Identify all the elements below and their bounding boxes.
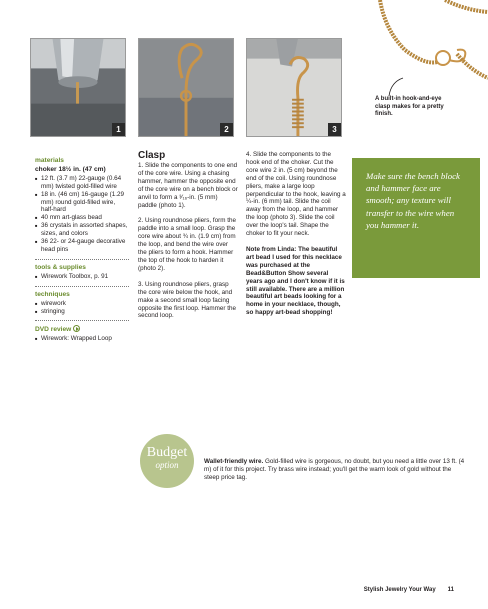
step-photo-1 [30,38,126,137]
tip-box: Make sure the bench block and hammer face are smooth; any texture will transfer to the wire when you hammer it. [352,158,480,278]
divider [35,320,129,321]
page-footer [364,587,454,593]
callout-leader-line [385,76,405,96]
list-item: ■ Wirework Toolbox, p. 91 [35,273,129,281]
budget-badge-line-1: Budget [146,445,188,460]
coiled-hook-image [247,39,341,136]
list-item: ■ stringing [35,308,129,316]
list-item: ■ Wirework: Wrapped Loop [35,335,129,343]
divider [35,259,129,260]
clasp-step-4: 4. Slide the components to the hook end of the choker. Cut the core wire 2 in. (5 cm) beyond the end of the coil. Using roundnose pliers, make a large loop perpendicular to the hook, leaving a ¼-in. (6 mm) tail. Slide the coil away from the loop, and hammer the loop (photo 3). Slide the coil over the loop's tail. Shape the choker to fit your neck. [246,151,346,238]
page-number: 11 [447,587,454,593]
list-item: ■ wirework [35,300,129,308]
photo-number: 3 [328,123,341,136]
divider [35,286,129,287]
materials-heading: materials [35,157,64,164]
clasp-column-1 [138,150,238,328]
step-photo-3 [246,38,342,137]
clasp-step-1: 1. Slide the components to one end of the core wire. Using a chasing hammer, hammer the opposite end of the core wire on a bench block or anvil to form a ³⁄₁₆-in. (5 mm) paddle (photo 1). [138,162,238,209]
list-item: ■ 40 mm art-glass bead [35,214,129,222]
dvd-review-label: DVD review [35,326,72,334]
materials-list [35,175,129,254]
budget-lead: Wallet-friendly wire. [204,458,264,465]
step-photo-2 [138,38,234,137]
clasp-column-2 [246,151,346,325]
budget-option-badge [140,434,194,488]
materials-sidebar [35,157,129,343]
budget-tip-text [204,458,466,482]
photo-number: 2 [220,123,233,136]
clasp-step-2: 2. Using roundnose pliers, form the paddle into a small loop. Grasp the core wire about ¾ in. (1.9 cm) from the loop, and bend the wire over the pliers to form a hook. Hammer the top of the hook to harden it (photo 2). [138,217,237,272]
book-title: Stylish Jewelry Your Way [363,587,436,593]
wire-hook-image [139,39,233,136]
materials-subtitle: choker 18½ in. (47 cm) [35,165,106,173]
list-item: ■ 36 crystals in assorted shapes, sizes, and colors [35,222,129,238]
clasp-step-3: 3. Using roundnose pliers, grasp the core wire below the hook, and make a second small loop facing opposite the first loop. Hammer the second loop. [138,280,236,320]
list-item: ■ 36 22- or 24-gauge decorative head pins [35,238,129,254]
dvd-review-heading [35,325,129,334]
techniques-heading: techniques [35,290,70,298]
clasp-product-image [345,0,488,102]
designer-note: Note from Linda: The beautiful art bead I used for this necklace was purchased at the Bead&Button Show several years ago and I don't know if it is still available. There are a million beautiful art beads looking for a home in your necklace, though, so happy art-bead shopping! [246,245,345,317]
list-item: ■ 12 ft. (3.7 m) 22-gauge (0.64 mm) twisted gold-filled wire [35,175,129,191]
dvd-list [35,335,129,343]
play-icon [73,325,80,332]
clasp-callout: A built-in hook-and-eye clasp makes for a pretty finish. [375,96,444,117]
tools-heading: tools & supplies [35,263,86,271]
hammer-on-wire-image [31,39,125,136]
photo-number: 1 [112,123,125,136]
tools-list [35,273,129,281]
budget-body: Gold-filled wire is gorgeous, no doubt, but you need a little over 13 ft. (4 m) of it for this project. Try brass wire instead; you'll get the warm look of gold without the steep price tag. [204,458,465,481]
list-item: ■ 18 in. (46 cm) 16-gauge (1.29 mm) round gold-filled wire, half-hard [35,191,129,215]
techniques-list [35,300,129,316]
budget-badge-line-2: option [155,460,179,470]
clasp-heading: Clasp [138,150,166,161]
